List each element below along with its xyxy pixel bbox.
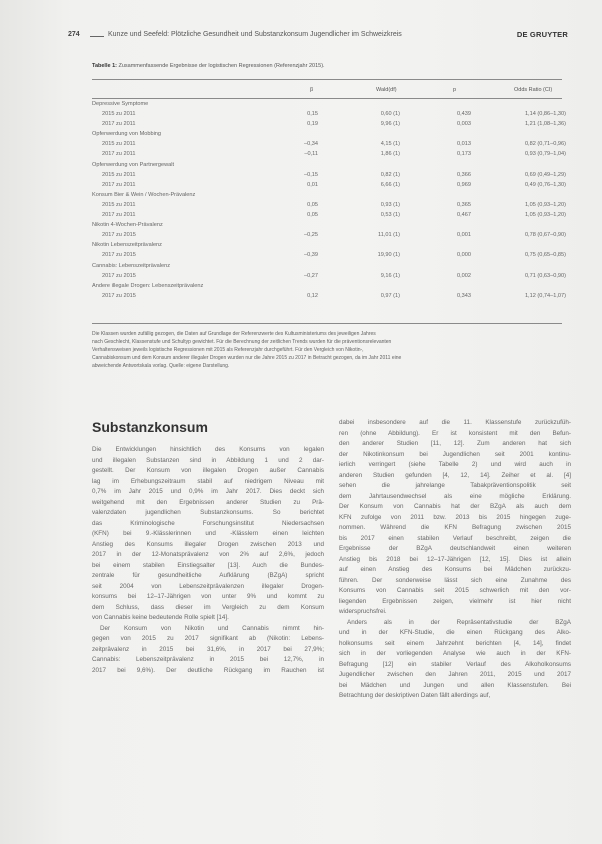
text-line: von Cannabis keine bedeutende Rolle spielt [14].	[92, 614, 229, 621]
wald-cell: 0,93 (1)	[380, 201, 400, 208]
text-line: und in der KFN-Studie, die einen Rückgang des Alko-	[339, 629, 571, 636]
text-line: konsums bei 12–17-Jährigen von unter 9% und kommt zu	[92, 593, 324, 600]
odds-ratio-cell: 0,93 (0,79–1,04)	[524, 151, 566, 158]
table-group-row	[92, 191, 562, 201]
table-group-row	[92, 161, 562, 171]
wald-cell: 19,90 (1)	[377, 252, 400, 259]
text-line: Konsums von Cannabis seit 2015 schwerlich mit den vor-	[339, 587, 571, 594]
results-table	[92, 100, 566, 302]
table-row	[92, 201, 566, 211]
wald-cell: 1,86 (1)	[380, 151, 400, 158]
note-line: nach Geschlecht, Klassenstufe und Schultyp gewichtet. Für die Berechnung der zeitlichen Trends wurden für die präventionsrelevanten	[92, 339, 392, 345]
odds-ratio-cell: 1,05 (0,93–1,20)	[524, 201, 566, 208]
odds-ratio-cell: 0,69 (0,49–1,29)	[524, 171, 566, 178]
note-line: Verhaltensweisen jeweils logistische Regressionen mit 2015 als Referenzjahr durchgeführt. Für den Vergleich von Nikotin-,	[92, 347, 364, 353]
text-line: und illegalen Substanzen sind in Abbildung 1 und 2 dar-	[92, 456, 324, 464]
text-line: KFN zufolge von 2011 bzw. 2013 bis 2015 hingegen zuge-	[339, 513, 571, 521]
note-line: Cannabiskonsum und dem Konsum anderer illegaler Drogen wurden nur die Jahre 2015 zu 2017 in Betracht gezogen, da im Jahr 2011 eine	[92, 355, 402, 361]
beta-cell: –0,25	[304, 232, 318, 239]
table-row	[92, 231, 566, 241]
p-cell: 0,969	[457, 181, 471, 188]
table-row	[92, 272, 566, 282]
table-row	[92, 150, 566, 160]
beta-cell: –0,39	[304, 252, 318, 259]
wald-cell: 4,15 (1)	[380, 141, 400, 148]
beta-cell: –0,34	[304, 141, 318, 148]
row-label: 2017 zu 2015	[102, 252, 136, 259]
text-line: Befragung [12] ein stabiler Verlauf des Alkoholkonsums	[339, 660, 571, 668]
odds-ratio-cell: 0,75 (0,65–0,85)	[524, 252, 566, 259]
beta-cell: –0,27	[304, 272, 318, 279]
odds-ratio-cell: 0,78 (0,67–0,90)	[524, 232, 566, 239]
row-label: 2017 zu 2011	[102, 181, 136, 188]
text-line: Anders als in der Repräsentativstudie der BZgA	[347, 618, 571, 626]
header-dash	[90, 36, 104, 37]
row-label: 2017 zu 2015	[102, 272, 136, 279]
text-line: bei Mädchen und Jungen und allen Klassenstufen. Bei	[339, 681, 571, 689]
text-line: das Kriminologische Forschungsinstitut Niedersachsen	[92, 519, 324, 527]
text-line: Anstieg bis 2018 bei 12–17-Jährigen [12, 15]. Dies ist allein	[339, 555, 571, 563]
text-line: anderen Studien gefunden [4, 12, 14]. Zeiher et al. [4]	[339, 471, 571, 479]
p-cell: 0,467	[457, 212, 471, 219]
p-cell: 0,002	[457, 272, 471, 279]
col-header-wald: Wald(df)	[376, 87, 397, 93]
row-label: 2015 zu 2011	[102, 201, 136, 208]
table-row	[92, 292, 566, 302]
beta-cell: 0,05	[307, 212, 318, 219]
odds-ratio-cell: 1,12 (0,74–1,07)	[524, 292, 566, 299]
note-line: Die Klassen wurden zufällig gezogen, die Daten auf Grundlage der Referenzwerte des Kultusministeriums des jeweiligen Jahres	[92, 331, 376, 337]
text-line: dabei insbesondere auf die 11. Klassenstufe zurückzufüh-	[339, 419, 571, 426]
odds-ratio-cell: 1,21 (1,08–1,36)	[524, 121, 566, 128]
table-group-row	[92, 100, 562, 110]
wald-cell: 6,66 (1)	[380, 181, 400, 188]
text-line: Jugendlicher zwischen den Jahren 2011, 2015 und 2017	[339, 671, 571, 678]
text-line: Anstieg des Konsums illegaler Drogen zwischen 2013 und	[92, 540, 324, 548]
text-line: Der Konsum von Cannabis hat der BZgA als auch dem	[339, 503, 571, 510]
text-line: lag im Erhebungszeitraum stabil auf niedrigem Niveau mit	[92, 477, 324, 485]
row-label: Opferwerdung von Partnergewalt	[92, 161, 175, 168]
text-line: 0,7% im Jahr 2015 und 0,9% im Jahr 2017. Dies deckt sich	[92, 488, 324, 495]
text-line: den anderer Studien [11, 12]. Zum anderen hat sich	[339, 440, 571, 447]
row-label: Nikotin 4-Wochen-Prävalenz	[92, 222, 163, 229]
col-header-odds-ratio: Odds Ratio (CI)	[514, 87, 553, 93]
odds-ratio-cell: 0,49 (0,76–1,30)	[524, 181, 566, 188]
body-column-right	[339, 418, 571, 702]
row-label: Opferwerdung von Mobbing	[92, 131, 162, 138]
table-row	[92, 140, 566, 150]
wald-cell: 0,60 (1)	[380, 111, 400, 118]
row-label: 2015 zu 2011	[102, 111, 136, 118]
row-label: Konsum Bier & Wein / Wochen-Prävalenz	[92, 191, 196, 198]
table-caption-text: Zusammenfassende Ergebnisse der logistischen Regressionen (Referenzjahr 2015).	[118, 63, 325, 69]
beta-cell: 0,01	[307, 181, 318, 188]
text-line: valenzdaten jugendlichen Substanzkonsums. So berichtet	[92, 509, 324, 516]
p-cell: 0,343	[457, 292, 471, 299]
row-label: 2017 zu 2015	[102, 232, 136, 239]
beta-cell: 0,19	[307, 121, 318, 128]
text-line: 2017 bei 9,6%). Der deutliche Rückgang im Rauchen ist	[92, 666, 324, 674]
odds-ratio-cell: 1,05 (0,93–1,20)	[524, 212, 566, 219]
table-group-row	[92, 130, 562, 140]
table-row	[92, 171, 566, 181]
beta-cell: 0,12	[307, 292, 318, 299]
row-label: Andere illegale Drogen: Lebenszeitprävalenz	[92, 282, 204, 289]
running-header	[68, 31, 568, 43]
text-line: Ergebnisse der BZgA deutschlandweit einen weiteren	[339, 545, 571, 552]
text-line: bei einem stabilen Einstiegsalter [13]. Auch die Bundes-	[92, 561, 324, 569]
text-line: auf einen Anstieg des Konsums bei Mädchen zurückzu-	[339, 566, 571, 573]
row-label: 2015 zu 2011	[102, 171, 136, 178]
odds-ratio-cell: 0,71 (0,63–0,90)	[524, 272, 566, 279]
text-line: zentrale für gesundheitliche Aufklärung (BZgA) spricht	[92, 572, 324, 579]
text-line: widerspruchsfrei.	[339, 608, 387, 615]
body-column-left	[92, 445, 324, 676]
text-line: der Nikotinkonsum bei Jugendlichen seit 2001 kontinu-	[339, 450, 571, 458]
beta-cell: 0,05	[307, 201, 318, 208]
table-group-row	[92, 241, 562, 251]
text-line: weitgehend mit den Ergebnissen anderer Studien zu Prä-	[92, 498, 324, 506]
text-line: führen. Der sonderweise lässt sich eine Zunahme des	[339, 576, 571, 584]
wald-cell: 11,01 (1)	[378, 232, 400, 239]
text-line: gestellt. Der Konsum von illegalen Drogen außer Cannabis	[92, 467, 324, 474]
text-line: Der Konsum von Nikotin und Cannabis nimmt hin-	[100, 624, 324, 632]
row-label: 2017 zu 2015	[102, 292, 136, 299]
table-group-row	[92, 262, 562, 272]
page-number: 274	[68, 31, 80, 38]
text-line: (KFN) bei 9.-Klässlerinnen und -Klässlern einen leichten	[92, 530, 324, 537]
p-cell: 0,013	[457, 141, 471, 148]
p-cell: 0,001	[457, 232, 471, 239]
row-label: 2017 zu 2011	[102, 121, 136, 128]
note-line: abweichende Antwortskala vorlag. Quelle: eigene Darstellung.	[92, 363, 230, 369]
p-cell: 0,366	[457, 171, 471, 178]
table-group-row	[92, 282, 562, 292]
table-row	[92, 251, 566, 261]
table-header-rule	[92, 98, 562, 99]
row-label: 2017 zu 2011	[102, 151, 136, 158]
table-caption	[92, 63, 562, 69]
text-line: ren (ohne Abbildung). Er ist konsistent mit den Befun-	[339, 429, 571, 437]
wald-cell: 9,16 (1)	[380, 272, 400, 279]
text-line: seit 2004 von Lebenszeitprävalenzen illegaler Drogen-	[92, 582, 324, 590]
p-cell: 0,439	[457, 111, 471, 118]
text-line: sehen die jahrelange Tabakpräventionspolitik seit	[339, 482, 571, 489]
wald-cell: 9,96 (1)	[380, 121, 400, 128]
odds-ratio-cell: 1,14 (0,86–1,30)	[524, 111, 566, 118]
table-top-rule	[92, 79, 562, 80]
text-line: liegenden Ergebnissen zeigen, vielmehr ist hier nicht	[339, 597, 571, 605]
text-line: dem Jahrtausendwechsel als eine mögliche Erklärung.	[339, 492, 571, 500]
row-label: Depressive Symptome	[92, 101, 149, 107]
wald-cell: 0,53 (1)	[380, 212, 400, 219]
beta-cell: 0,15	[307, 111, 318, 118]
text-line: sich in der vorliegenden Analyse wie auch in der KFN-	[339, 650, 571, 657]
text-line: bis 2017 einen stabilen Verlauf beschreibt, zeigen die	[339, 534, 571, 542]
beta-cell: –0,11	[304, 151, 318, 158]
p-cell: 0,173	[457, 151, 471, 158]
row-label: 2017 zu 2011	[102, 212, 136, 219]
section-heading: Substanzkonsum	[92, 419, 208, 435]
beta-cell: –0,15	[304, 171, 318, 178]
col-header-beta: β	[310, 87, 314, 93]
table-row	[92, 110, 566, 120]
col-header-p: p	[453, 87, 457, 93]
table-row	[92, 181, 566, 191]
text-line: Betrachtung der deskriptiven Daten fällt allerdings auf,	[339, 692, 491, 699]
text-line: ierlich verringert (siehe Tabelle 2) und wird auch in	[339, 461, 571, 468]
table-bottom-rule	[92, 323, 562, 324]
table-group-row	[92, 221, 562, 231]
publisher-logo: DE GRUYTER	[516, 30, 568, 39]
text-line: zeitprävalenz in 2015 bei 31,6%, in 2017 bei 27,9%;	[92, 645, 324, 653]
p-cell: 0,365	[457, 201, 471, 208]
wald-cell: 0,97 (1)	[380, 292, 400, 299]
text-line: nommen. Während die KFN Befragung zwischen 2015	[339, 524, 571, 531]
text-line: 2017 in der 12-Monatsprävalenz von 2% auf 2,6%, jedoch	[92, 551, 324, 558]
table-notes	[92, 330, 564, 370]
text-line: Die Entwicklungen hinsichtlich des Konsums von legalen	[92, 446, 324, 453]
row-label: 2015 zu 2011	[102, 141, 136, 148]
text-line: gegen von 2015 zu 2017 signifikant ab (Nikotin: Lebens-	[92, 635, 324, 642]
table-row	[92, 120, 566, 130]
text-line: Cannabis: Lebenszeitprävalenz in 2015 bei 12,7%, in	[92, 656, 324, 663]
odds-ratio-cell: 0,82 (0,71–0,96)	[524, 141, 566, 148]
p-cell: 0,003	[457, 121, 471, 128]
row-label: Nikotin Lebenszeitprävalenz	[92, 242, 162, 249]
table-caption-label: Tabelle 1:	[92, 63, 117, 69]
running-title: Kunze und Seefeld: Plötzliche Gesundheit und Substanzkonsum Jugendlicher im Schweizkreis	[108, 31, 402, 38]
wald-cell: 0,82 (1)	[380, 171, 400, 178]
text-line: dem Schluss, dass dieser im Vergleich zu dem Konsum	[92, 603, 324, 611]
p-cell: 0,000	[457, 252, 471, 259]
row-label: Cannabis: Lebenszeitprävalenz	[92, 262, 171, 269]
text-line: holkonsums seit einem Jahrzehnt berichten [4, 14], findet	[339, 639, 571, 647]
table-row	[92, 211, 566, 221]
